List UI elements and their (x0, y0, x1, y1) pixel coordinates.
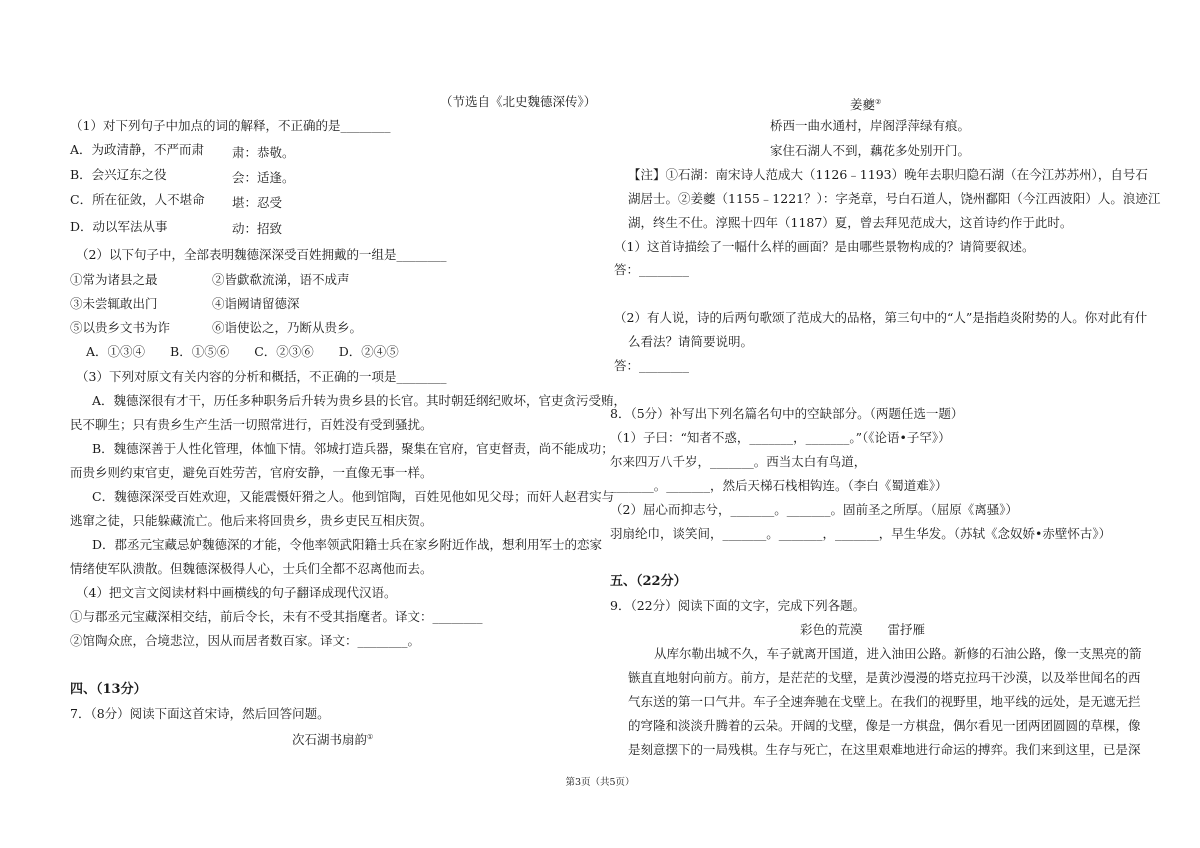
q2-choices: A．①③④ B．①⑤⑥ C．②③⑥ D．②④⑤ (86, 344, 399, 359)
q1-option-a: A．为政清静，不严而肃 (70, 142, 205, 157)
poem-title: 次石湖书扇韵① (292, 732, 374, 748)
q2-item-2: ②皆歔欷流涕，语不成声 (212, 272, 350, 287)
q2-item-6: ⑥诣使讼之，乃断从贵乡。 (212, 320, 363, 335)
q8-line: _______。_______，然后天梯石栈相钩连。（李白《蜀道难》） (610, 478, 948, 493)
q2-item-1: ①常为诸县之最 (70, 272, 158, 287)
essay-line: 的穹隆和淡淡升腾着的云朵。开阔的戈壁，像是一方棋盘，偶尔看见一团两团圆圆的草棵，像 (628, 718, 1141, 733)
footnote-marker: ① (367, 733, 374, 741)
q3-line: 逃窜之徒，只能躲藏流亡。他后来将回贵乡，贵乡吏民互相庆贺。 (70, 513, 433, 528)
poem-line-1: 桥西一曲水通村，岸阁浮萍绿有痕。 (770, 118, 971, 133)
q1-option-c: C．所在征敛，人不堪命 (70, 192, 205, 207)
q2-item-4: ④诣阙请留德深 (212, 296, 300, 311)
q3-line: 民不聊生；只有贵乡生产生活一切照常进行，百姓没有受到骚扰。 (70, 417, 433, 432)
q7-stem: 7．（8分）阅读下面这首宋诗，然后回答问题。 (70, 706, 330, 721)
q7-part-1: （1）这首诗描绘了一幅什么样的画面？是由哪些景物构成的？请简要叙述。 (614, 239, 1035, 254)
q1-option-c-gloss: 堪：忍受 (232, 195, 283, 210)
answer-blank-2: 答：________ (614, 358, 690, 373)
q3-line: B．魏德深善于人性化管理，体恤下情。邻城打造兵器，聚集在官府，官吏督责，尚不能成功； (92, 441, 614, 456)
q1-option-b: B．会兴辽东之役 (70, 167, 167, 182)
section-5-heading: 五、（22分） (610, 574, 687, 589)
q3-line: C．魏德深深受百姓欢迎，又能震慑奸猾之人。他到馆陶，百姓见他如见父母；而奸人赵君实与 (92, 489, 615, 504)
q3-line: D．郡丞元宝藏忌妒魏德深的才能，令他率领武阳籍士兵在家乡附近作战，想利用军士的恋家 (92, 537, 603, 552)
q2-item-5: ⑤以贵乡文书为诈 (70, 320, 171, 335)
q1-option-d: D．动以军法从事 (70, 219, 168, 234)
q3-line: 情绪使军队溃散。但魏德深极得人心，士兵们全都不忍离他而去。 (70, 561, 433, 576)
q3-stem: （3）下列对原文有关内容的分析和概括，不正确的一项是________ (76, 369, 447, 384)
essay-line: 是刻意摆下的一局残棋。生存与死亡，在这里艰难地进行命运的搏弈。我们来到这里，已是深 (628, 742, 1141, 757)
q2-item-3: ③未尝辄敢出门 (70, 296, 158, 311)
q1-option-d-gloss: 动：招致 (232, 221, 283, 236)
essay-line: 镞直直地射向前方。前方，是茫茫的戈壁，是黄沙漫漫的塔克拉玛干沙漠，以及举世闻名的西 (628, 670, 1141, 685)
annotation-line: 【注】①石湖：南宋诗人范成大（1126﹣1193）晚年去职归隐石湖（在今江苏苏州），自号石 (628, 167, 1148, 182)
essay-line: 从库尔勒出城不久，车子就离开国道，进入油田公路。新修的石油公路，像一支黑亮的箭 (654, 646, 1142, 661)
source-citation: （节选自《北史魏德深传》） (440, 94, 597, 109)
q4-sentence-1: ①与郡丞元宝藏深相交结，前后令长，未有不受其指麾者。译文：________ (70, 609, 483, 624)
annotation-line: 湖，终生不仕。淳熙十四年（1187）夏，曾去拜见范成大，这首诗约作于此时。 (628, 215, 1073, 230)
q4-stem: （4）把文言文阅读材料中画横线的句子翻译成现代汉语。 (76, 585, 397, 600)
q8-line: 尔来四万八千岁，_______。西当太白有鸟道， (610, 454, 867, 469)
q8-line: 羽扇纶巾，谈笑间，_______。_______，_______，早生华发。（苏轼《念奴娇•赤壁怀古》） (610, 526, 1112, 541)
q2-stem: （2）以下句子中，全部表明魏德深深受百姓拥戴的一组是________ (76, 247, 447, 262)
essay-title: 彩色的荒漠 雷抒雁 (800, 622, 926, 637)
q7-part-2-cont: 么看法？请简要说明。 (628, 334, 754, 349)
section-4-heading: 四、（13分） (70, 682, 147, 697)
q1-option-b-gloss: 会：适逢。 (232, 170, 295, 185)
q4-sentence-2: ②馆陶众庶，合境悲泣，因从而居者数百家。译文：________。 (70, 633, 421, 648)
q1-option-a-gloss: 肃：恭敬。 (232, 145, 295, 160)
q9-stem: 9．（22分）阅读下面的文字，完成下列各题。 (610, 598, 866, 613)
annotation-line: 湖居士。②姜夔（1155﹣1221？）：字尧章，号白石道人，饶州鄱阳（今江西波阳）人。浪迹江 (628, 191, 1161, 206)
poem-line-2: 家住石湖人不到，藕花多处别开门。 (770, 143, 971, 158)
q3-line: A．魏德深很有才干，历任多种职务后升转为贵乡县的长官。其时朝廷纲纪败坏，官吏贪污受贿， (92, 393, 627, 408)
q8-line: （1）子曰：“知者不惑，_______，_______。”（《论语•子罕》） (610, 430, 951, 445)
q3-line: 而贵乡则约束官吏，避免百姓劳苦，官府安静，一直像无事一样。 (70, 465, 433, 480)
answer-blank-1: 答：________ (614, 262, 690, 277)
q7-part-2: （2）有人说，诗的后两句歌颂了范成大的品格，第三句中的“人”是指趋炎附势的人。你对此有什 (614, 310, 1148, 325)
q8-stem: 8．（5分）补写出下列名篇名句中的空缺部分。（两题任选一题） (610, 406, 964, 421)
page-footer: 第3页（共5页） (565, 777, 635, 788)
q1-stem: （1）对下列句子中加点的词的解释，不正确的是________ (70, 118, 391, 133)
essay-line: 气东送的第一口气井。车子全速奔驰在戈壁上。在我们的视野里，地平线的远处，是无遮无拦 (628, 694, 1141, 709)
q8-line: （2）屈心而抑志兮，_______。_______。固前圣之所厚。（屈原《离骚》） (610, 502, 1018, 517)
poem-author: 姜夔② (850, 97, 882, 113)
footnote-marker: ② (875, 98, 882, 106)
